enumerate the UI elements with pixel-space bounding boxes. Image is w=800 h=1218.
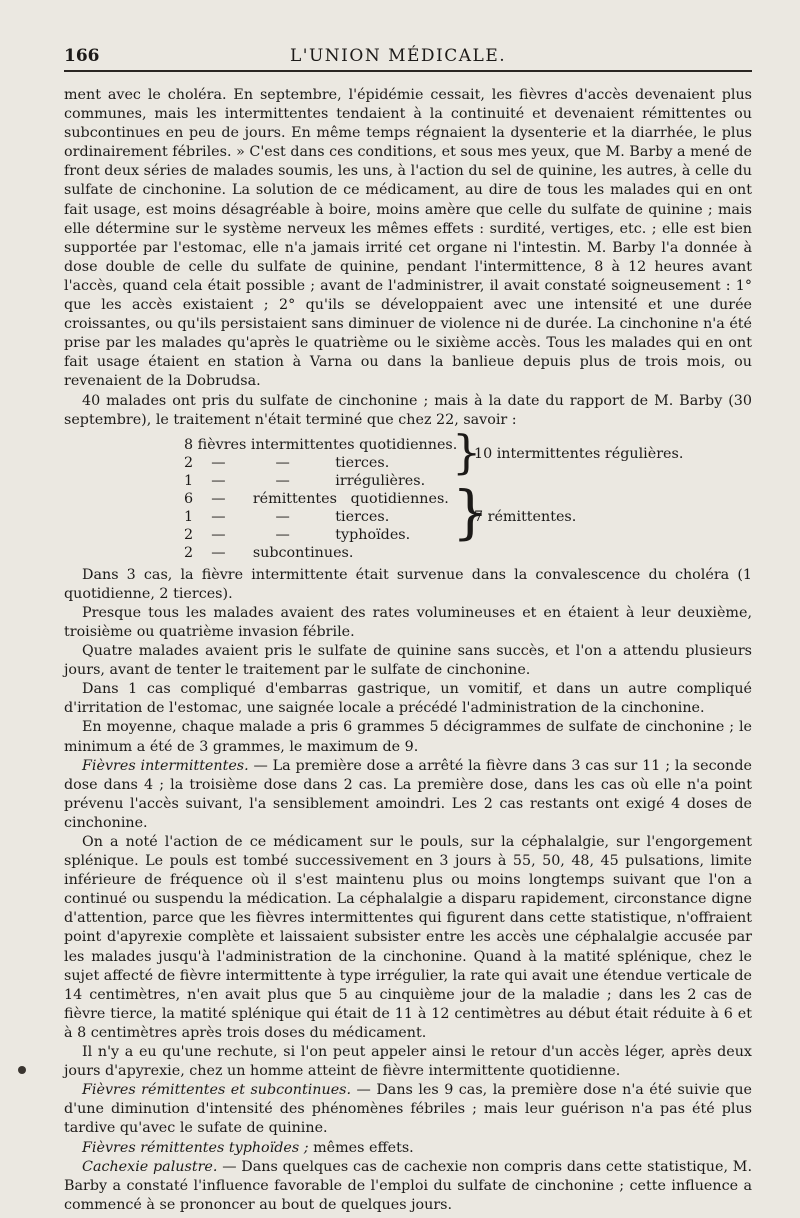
- paragraph: Dans 1 cas compliqué d'embarras gastrique, un vomitif, et dans un autre compliqué d'irritation de l'estomac, une saignée locale a précédé l'administration de la cinchonine.: [64, 681, 752, 717]
- ink-dot: [18, 1066, 26, 1074]
- section-label: Fièvres rémittentes typhoïdes ;: [82, 1139, 309, 1156]
- group-label: 10 intermittentes régulières.: [474, 445, 684, 462]
- paragraph: [64, 1139, 752, 1158]
- group-label: 7 rémittentes.: [474, 508, 577, 525]
- section-label: Fièvres intermittentes.: [82, 757, 249, 774]
- paragraph: 40 malades ont pris du sulfate de cinchonine ; mais à la date du rapport de M. Barby (30 septembre), le traitement n'était terminé que chez 22, savoir :: [64, 392, 752, 428]
- running-title: L'UNION MÉDICALE.: [290, 46, 507, 66]
- page-header: [0, 38, 800, 70]
- paragraph: Quatre malades avaient pris le sulfate de quinine sans succès, et l'on a attendu plusieurs jours, avant de tenter le traitement par le sulfate de cinchonine.: [64, 643, 752, 679]
- page-number: 166: [64, 46, 100, 66]
- table-row: 1 — — tierces.: [184, 508, 390, 525]
- section-label: Cachexie palustre.: [82, 1158, 218, 1175]
- case-table: [64, 424, 752, 562]
- table-row: 2 — subcontinues.: [184, 544, 354, 561]
- paragraph: En moyenne, chaque malade a pris 6 grammes 5 décigrammes de sulfate de cinchonine ; le minimum a été de 3 grammes, le maximum de 9.: [64, 719, 752, 755]
- paragraph-text: — Dans quelques cas de cachexie non compris dans cette statistique, M. Barby a constaté l'influence favorable de l'emploi du sulfate de cinchonine ; cette influence a commencé à se prononcer au bout de quelques jours.: [64, 1158, 752, 1213]
- table-row: 2 — — typhoïdes.: [184, 526, 411, 543]
- brace-icon: }: [452, 424, 482, 479]
- table-row: 1 — — irrégulières.: [184, 472, 426, 489]
- paragraph: ment avec le choléra. En septembre, l'épidémie cessait, les fièvres d'accès devenaient plus communes, mais les intermittentes tendaient à la continuité et devenaient rémittentes ou subcontinues en peu de jours. En même temps régnaient la dysenterie et la diarrhée, le plus ordinairement fébriles. » C'est dans ces conditions, et sous mes yeux, que M. Barby a mené de front deux séries de malades soumis, les uns, à l'action du sel de quinine, les autres, à celle du sulfate de cinchonine. La solution de ce médicament, au dire de tous les malades qui en ont fait usage, est moins désagréable à boire, moins amère que celle du sulfate de quinine ; mais elle détermine sur le système nerveux les mêmes effets : surdité, vertiges, etc. ; elle est bien supportée par l'estomac, elle n'a jamais irrité cet organe ni l'intestin. M. Barby l'a donnée à dose double de celle du sulfate de quinine, pendant l'intermittence, 8 à 12 heures avant l'accès, quand cela était possible ; avant de l'administrer, il avait constaté soigneusement : 1° que les accès existaient ; 2° qu'ils se développaient avec une intensité et une durée croissantes, ou qu'ils persistaient sans diminuer de violence ni de durée. La cinchonine n'a été prise par les malades qu'après le quatrième ou le sixième accès. Tous les malades qui en ont fait usage étaient en station à Varna ou dans la banlieue depuis plus de trois mois, ou revenaient de la Dobrudsa.: [64, 87, 752, 390]
- table-row: 2 — — tierces.: [184, 454, 390, 471]
- paragraph: On a noté l'action de ce médicament sur le pouls, sur la céphalalgie, sur l'engorgement splénique. Le pouls est tombé successivement en 3 jours à 55, 50, 48, 45 pulsations, limite inférieure de fréquence où il s'est maintenu plus ou moins longtemps suivant que l'on a continué ou suspendu la médication. La céphalalgie a disparu rapidement, circonstance digne d'attention, parce que les fièvres intermittentes qui figurent dans cette statistique, n'offraient point d'apyrexie complète et laissaient subsister entre les accès une céphalalgie accusée par les malades jusqu'à l'administration de la cinchonine. Quand à la matité splénique, chez le sujet affecté de fièvre intermittente à type irrégulier, la rate qui avait une étendue verticale de 14 centimètres, n'en avait plus que 5 au cinquième jour de la maladie ; dans les 2 cas de fièvre tierce, la matité splénique qui était de 11 à 12 centimètres au début était réduite à 6 et à 8 centimètres après trois doses du médicament.: [64, 834, 752, 1041]
- brace-icon: }: [452, 477, 489, 546]
- section-label: Fièvres rémittentes et subcontinues.: [82, 1082, 352, 1099]
- paragraph: Dans 3 cas, la fièvre intermittente était survenue dans la convalescence du choléra (1 quotidienne, 2 tierces).: [64, 566, 752, 602]
- body-text: [64, 86, 752, 1215]
- paragraph: [64, 757, 752, 833]
- paragraph-text: — Dans les 9 cas, la première dose n'a été suivie que d'une diminution d'intensité des phénomènes fébriles ; mais leur guérison n'a pas été plus tardive qu'avec le sufate de quinine.: [64, 1082, 752, 1137]
- paragraph-text: — La première dose a arrêté la fièvre dans 3 cas sur 11 ; la seconde dose dans 4 ; la troisième dose dans 2 cas. La première dose, dans les cas où elle n'a point prévenu l'accès suivant, l'a sensiblement amoindri. Les 2 cas restants ont exigé 4 doses de cinchonine.: [64, 757, 753, 831]
- paragraph: [64, 1081, 752, 1138]
- paragraph-text: mêmes effets.: [308, 1139, 414, 1156]
- paragraph: Presque tous les malades avaient des rates volumineuses et en étaient à leur deuxième, troisième ou quatrième invasion fébrile.: [64, 604, 752, 640]
- table-row: 6 — rémittentes quotidiennes.: [184, 490, 449, 507]
- table-row: 8 fièvres intermittentes quotidiennes.: [184, 436, 458, 453]
- header-rule: [64, 70, 752, 72]
- paragraph: Il n'y a eu qu'une rechute, si l'on peut appeler ainsi le retour d'un accès léger, après deux jours d'apyrexie, chez un homme atteint de fièvre intermittente quotidienne.: [64, 1044, 752, 1080]
- paragraph: [64, 1158, 752, 1215]
